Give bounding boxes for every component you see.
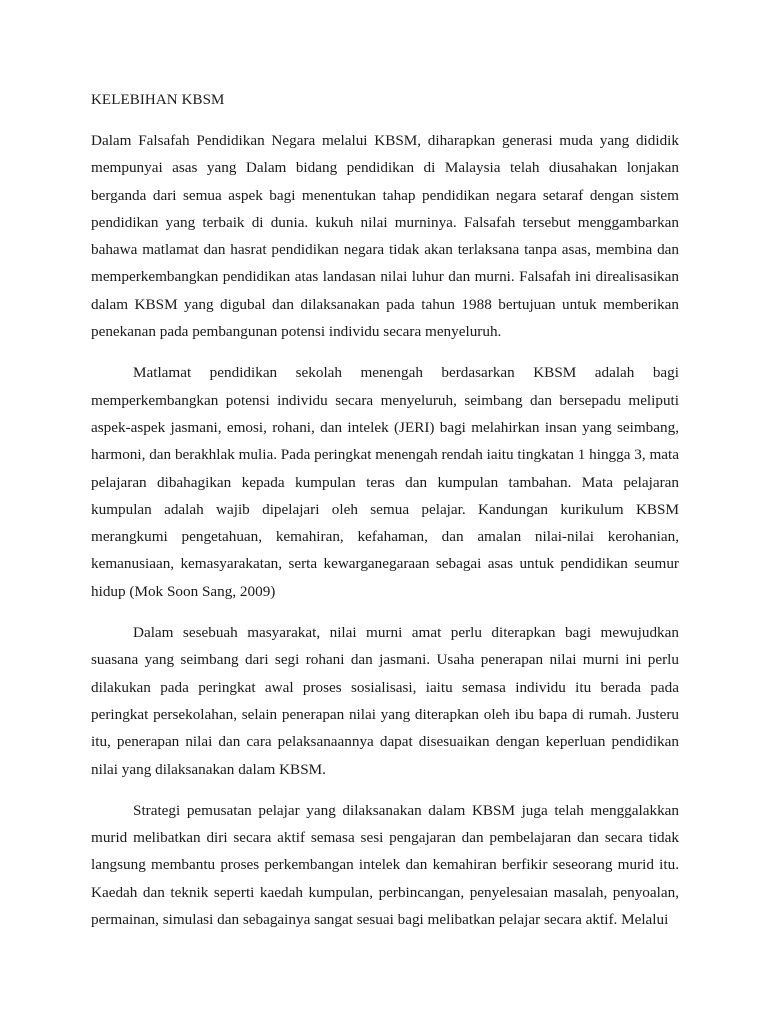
paragraph-1: Dalam Falsafah Pendidikan Negara melalui KBSM, diharapkan generasi muda yang dididik mempunyai asas yang Dalam bidang pendidikan di Malaysia telah diusahakan lonjakan berganda dari semua aspek bagi menentukan tahap pendidikan negara setaraf dengan sistem pendidikan yang terbaik di dunia. kukuh nilai murninya. Falsafah tersebut menggambarkan bahawa matlamat dan hasrat pendidikan negara tidak akan terlaksana tanpa asas, membina dan memperkembangkan pendidikan atas landasan nilai luhur dan murni. Falsafah ini direalisasikan dalam KBSM yang digubal dan dilaksanakan pada tahun 1988 bertujuan untuk memberikan penekanan pada pembangunan potensi individu secara menyeluruh.	[91, 132, 679, 341]
paragraph-2: Matlamat pendidikan sekolah menengah berdasarkan KBSM adalah bagi memperkembangkan potensi individu secara menyeluruh, seimbang dan bersepadu meliputi aspek-aspek jasmani, emosi, rohani, dan intelek (JERI) bagi melahirkan insan yang seimbang, harmoni, dan berakhlak mulia. Pada peringkat menengah rendah iaitu tingkatan 1 hingga 3, mata pelajaran dibahagikan kepada kumpulan teras dan kumpulan tambahan. Mata pelajaran kumpulan adalah wajib dipelajari oleh semua pelajar. Kandungan kurikulum KBSM merangkumi pengetahuan, kemahiran, kefahaman, dan amalan nilai-nilai kerohanian, kemanusiaan, kemasyarakatan, serta kewarganegaraan sebagai asas untuk pendidikan seumur hidup (Mok Soon Sang, 2009)	[91, 364, 679, 600]
paragraph-3: Dalam sesebuah masyarakat, nilai murni amat perlu diterapkan bagi mewujudkan suasana yang seimbang dari segi rohani dan jasmani. Usaha penerapan nilai murni ini perlu dilakukan pada peringkat awal proses sosialisasi, iaitu semasa individu itu berada pada peringkat persekolahan, selain penerapan nilai yang diterapkan oleh ibu bapa di rumah. Justeru itu, penerapan nilai dan cara pelaksanaannya dapat disesuaikan dengan keperluan pendidikan nilai yang dilaksanakan dalam KBSM.	[91, 624, 679, 778]
document-body	[91, 88, 679, 947]
document-heading: KELEBIHAN KBSM	[91, 92, 225, 108]
paragraph-4: Strategi pemusatan pelajar yang dilaksanakan dalam KBSM juga telah menggalakkan murid melibatkan diri secara aktif semasa sesi pengajaran dan pembelajaran dan secara tidak langsung membantu proses perkembangan intelek dan kemahiran berfikir seseorang murid itu. Kaedah dan teknik seperti kaedah kumpulan, perbincangan, penyelesaian masalah, penyoalan, permainan, simulasi dan sebagainya sangat sesuai bagi melibatkan pelajar secara aktif. Melalui	[91, 801, 679, 929]
